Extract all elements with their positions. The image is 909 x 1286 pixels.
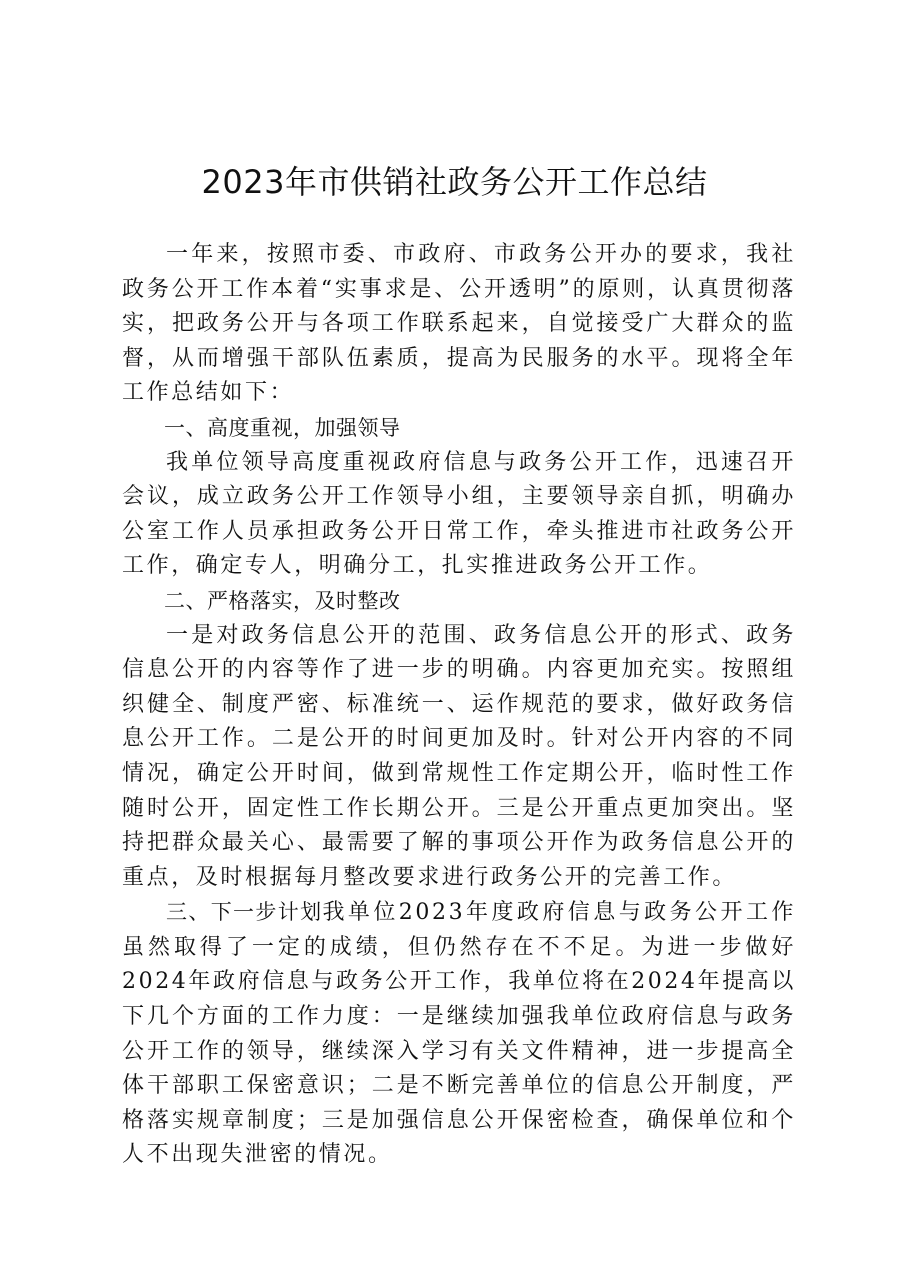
section-heading-3: 三、下一步计划 [166, 900, 323, 925]
section-paragraph-3 [122, 895, 796, 1173]
section-paragraph-1: 我单位领导高度重视政府信息与政务公开工作，迅速召开会议，成立政务公开工作领导小组，主要领导亲自抓，明确办公室工作人员承担政务公开日常工作，牵头推进市社政务公开工作，确定专人，明确分工，扎实推进政务公开工作。 [122, 449, 796, 579]
section-text-3: 我单位2023年度政府信息与政务公开工作虽然取得了一定的成绩，但仍然存在不不足。为进一步做好2024年政府信息与政务公开工作，我单位将在2024年提高以下几个方面的工作力度：一是继续加强我单位政府信息与政务公开工作的领导，继续深入学习有关文件精神，进一步提高全体干部职工保密意识；二是不断完善单位的信息公开制度，严格落实规章制度；三是加强信息公开保密检查，确保单位和个人不出现失泄密的情况。 [122, 900, 796, 1168]
document-body [122, 238, 796, 1173]
section-paragraph-2: 一是对政务信息公开的范围、政务信息公开的形式、政务信息公开的内容等作了进一步的明确。内容更加充实。按照组织健全、制度严密、标准统一、运作规范的要求，做好政务信息公开工作。二是公开的时间更加及时。针对公开内容的不同情况，确定公开时间，做到常规性工作定期公开，临时性工作随时公开，固定性工作长期公开。三是公开重点更加突出。坚持把群众最关心、最需要了解的事项公开作为政务信息公开的重点，及时根据每月整改要求进行政务公开的完善工作。 [122, 622, 796, 890]
section-heading-2: 二、严格落实，及时整改 [164, 588, 401, 613]
section-heading-1: 一、高度重视，加强领导 [164, 415, 401, 440]
intro-paragraph: 一年来，按照市委、市政府、市政务公开办的要求，我社政务公开工作本着“实事求是、公开透明”的原则，认真贯彻落实，把政务公开与各项工作联系起来，自觉接受广大群众的监督，从而增强干部队伍素质，提高为民服务的水平。现将全年工作总结如下： [122, 242, 796, 406]
document-title: 2023年市供销社政务公开工作总结 [201, 163, 708, 201]
